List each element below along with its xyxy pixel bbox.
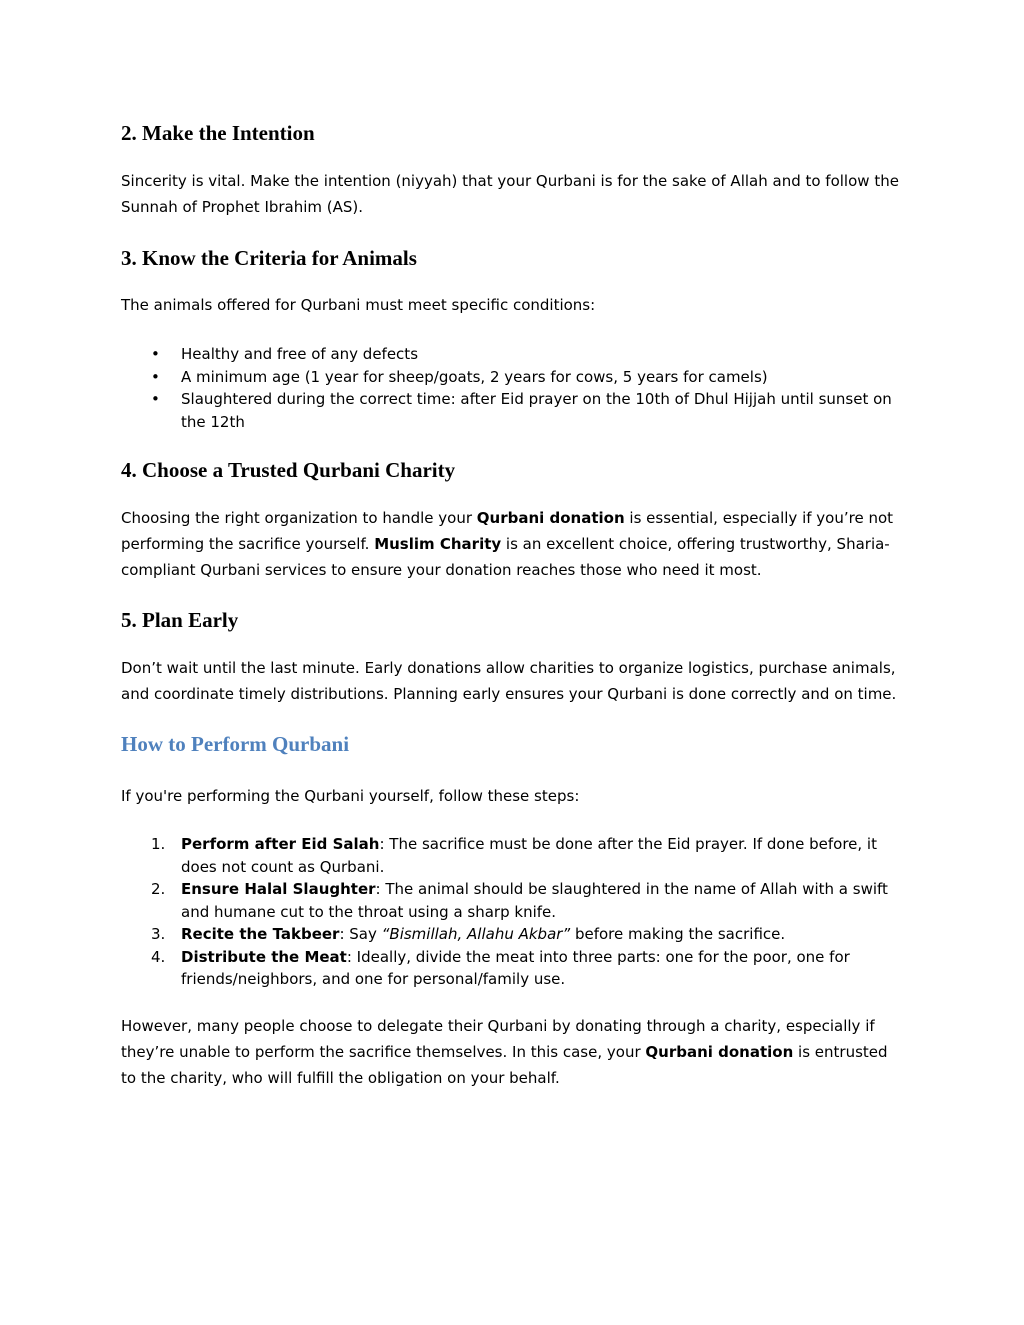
paragraph-intention: Sincerity is vital. Make the intention (niyyah) that your Qurbani is for the sake of Allah and to follow the Sunnah of Prophet Ibrahim (AS). <box>121 172 899 216</box>
paragraph-charity: Choosing the right organization to handle your Qurbani donation is essential, especially if you’re not performing the sacrifice yourself. Muslim Charity is an excellent choice, offering trustworthy, Sharia-compliant Qurbani services to ensure your donation reaches those who need it most. <box>121 509 894 579</box>
list-item: 4. Distribute the Meat: Ideally, divide the meat into three parts: one for the poor, one for friends/neighbors, and one for personal/family use. <box>151 947 850 988</box>
bullet-icon: • <box>151 367 160 386</box>
bullet-icon: • <box>151 390 160 408</box>
list-item: 1. Perform after Eid Salah: The sacrifice must be done after the Eid prayer. If done before, it does not count as Qurbani. <box>151 835 877 876</box>
muslim-charity-bold: Muslim Charity <box>374 535 502 553</box>
list-item: 3. Recite the Takbeer: Say “Bismillah, Allahu Akbar” before making the sacrifice. <box>151 925 786 943</box>
qurbani-donation-bold: Qurbani donation <box>476 509 625 527</box>
paragraph-criteria-intro: The animals offered for Qurbani must meet specific conditions: <box>121 296 596 314</box>
paragraph-plan-early: Don’t wait until the last minute. Early donations allow charities to organize logistics, purchase animals, and coordinate timely distributions. Planning early ensures your Qurbani is done correctly and on time. <box>121 659 897 703</box>
qurbani-donation-bold: Qurbani donation <box>645 1043 794 1061</box>
list-item: 2. Ensure Halal Slaughter: The animal should be slaughtered in the name of Allah with a swift and humane cut to the throat using a sharp knife. <box>151 880 888 921</box>
heading-choose-charity: 4. Choose a Trusted Qurbani Charity <box>121 458 456 482</box>
paragraph-closing: However, many people choose to delegate their Qurbani by donating through a charity, especially if they’re unable to perform the sacrifice themselves. In this case, your Qurbani donation is entrusted to the charity, who will fulfill the obligation on your behalf. <box>121 1017 888 1087</box>
list-item: • Healthy and free of any defects <box>121 343 901 366</box>
criteria-list <box>121 343 901 433</box>
paragraph-perform-intro: If you're performing the Qurbani yourself, follow these steps: <box>121 787 580 805</box>
steps-list <box>121 833 901 991</box>
heading-make-intention: 2. Make the Intention <box>121 121 315 145</box>
heading-criteria: 3. Know the Criteria for Animals <box>121 246 417 270</box>
bullet-icon: • <box>151 345 160 363</box>
list-item: • A minimum age (1 year for sheep/goats, 2 years for cows, 5 years for camels) <box>121 366 901 389</box>
list-item: • Slaughtered during the correct time: after Eid prayer on the 10th of Dhul Hijjah until sunset on the 12th <box>151 390 892 431</box>
heading-plan-early: 5. Plan Early <box>121 608 239 632</box>
heading-how-to-perform: How to Perform Qurbani <box>121 732 350 756</box>
